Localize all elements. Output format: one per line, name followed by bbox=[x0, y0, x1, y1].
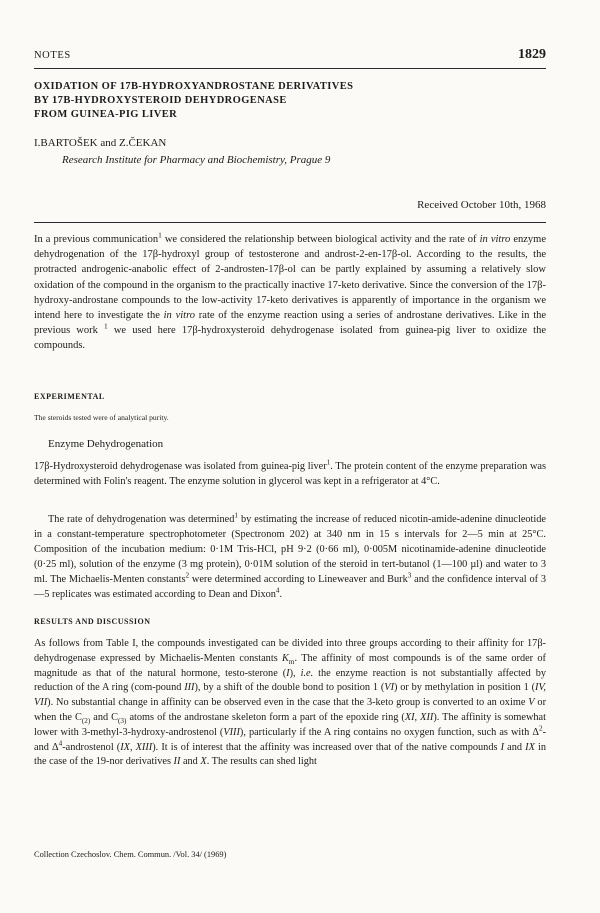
reference-marker: 3 bbox=[407, 571, 412, 580]
section-label: NOTES bbox=[34, 50, 71, 61]
subsection-heading: Enzyme Dehydrogenation bbox=[48, 438, 164, 450]
running-header bbox=[34, 47, 546, 66]
reference-marker: 1 bbox=[234, 511, 239, 520]
affiliation: Research Institute for Pharmacy and Biochemistry, Prague 9 bbox=[62, 154, 331, 166]
title-line: OXIDATION OF 17Β-HYDROXYANDROSTANE DERIVATIVES bbox=[34, 81, 354, 92]
reference-marker: 4 bbox=[275, 586, 280, 595]
article-title bbox=[34, 80, 546, 122]
separator-rule bbox=[34, 222, 546, 223]
reference-marker: 1 bbox=[158, 230, 162, 240]
reference-marker: 1 bbox=[104, 321, 108, 331]
section-heading-results: RESULTS AND DISCUSSION bbox=[34, 617, 151, 626]
materials-note: The steroids tested were of analytical purity. bbox=[34, 413, 169, 422]
journal-page bbox=[34, 0, 546, 913]
results-paragraph: As follows from Table I, the compounds investigated can be divided into three groups according to their affinity for 17β-dehydrogenase expressed by Michaelis-Menten constants $K_m$. The affinity of most compounds is of the same order of magnitude as that of the natural hormone, testo-sterone (I), i.e. the enzyme reaction is not substantially affected by reduction of the A ring (com-pound III), by a shift of the double bond to position 1 (VI) or by methylation in position 1 (IV, VII). No substantial change in affinity can be observed even in the case that the 3-keto group is converted to an oxime V or when the $C_{(2)}$ and $C_{(3)}$ atoms of the androstane skeleton form a part of the epoxide ring (XI, XII). The affinity is somewhat lower with 3-methyl-3-hydroxy-androstenol (VIII), particularly if the A ring contains no oxygen function, such as with $\Delta^2-$ and $\Delta^4$-androstenol (IX, XIII). It is of interest that the affinity was increased over that of the native compounds I and IX in the case of the 19-nor derivatives II and X. The results can shed light bbox=[34, 638, 547, 768]
method-paragraph-1: 17β-Hydroxysteroid dehydrogenase was isolated from guinea-pig liver$^1$. The protein content of the enzyme preparation was determined with Folin's reagent. The enzyme solution in glycerol was kept in a refrigerator at 4°C. bbox=[34, 458, 546, 487]
received-date: Received October 10th, 1968 bbox=[417, 199, 546, 211]
journal-footer: Collection Czechoslov. Chem. Commun. /Vol. 34/ (1969) bbox=[34, 850, 227, 859]
header-rule bbox=[34, 68, 546, 69]
reference-marker: 2 bbox=[185, 571, 190, 580]
method-paragraph-2: The rate of dehydrogenation was determined$^1$ by estimating the increase of reduced nicotin-amide-adenine dinucleotide in a constant-temperature spectrophotometer (Spectronom 202) at 340 nm in 15 s intervals for 2—5 min at 25°C. Composition of the incubation medium: 0·1M Tris-HCl, pH 9·2 (0·66 ml), 0·005M nicotinamide-adenine dinucleotide (0·25 ml), solution of the enzyme (3 mg protein), 0·01M solution of the steroid in tert-butanol (1—100 µl) and water to 3 ml. The Michaelis-Menten constants$^2$ were determined according to Lineweaver and Burk$^3$ and the confidence interval of 3—5 replicates was estimated according to Dean and Dixon$^4$. bbox=[34, 511, 546, 600]
section-heading-experimental: EXPERIMENTAL bbox=[34, 392, 105, 401]
title-line: BY 17Β-HYDROXYSTEROID DEHYDROGENASE bbox=[34, 95, 287, 106]
author-list: I.BARTOŠEK and Z.ČEKAN bbox=[34, 137, 167, 149]
reference-marker: 1 bbox=[326, 458, 331, 467]
title-line: FROM GUINEA-PIG LIVER bbox=[34, 109, 178, 120]
introduction-paragraph: In a previous communication$^1$ we considered the relationship between biological activity and the rate of in vitro enzyme dehydrogenation of the 17β-hydroxyl group of testosterone and androst-2-en-17β-ol. According to the results, the protracted androgenic-anabolic effect of 2-androsten-17β-ol can be partly explained by assuming a relatively slow oxidation of the compound in the organism to the practically inactive 17-keto derivative. Since the conversion of the 17β-hydroxy-androstane compounds to the low-activity 17-keto derivatives is apparently of importance in the organism we intend here to investigate the in vitro rate of the enzyme reaction using a series of androstane derivatives. Like in the previous work $^1$ we used here 17β-hydroxysteroid dehydrogenase isolated from guinea-pig liver to oxidize the compounds. bbox=[34, 230, 547, 352]
page-number: 1829 bbox=[518, 47, 546, 62]
